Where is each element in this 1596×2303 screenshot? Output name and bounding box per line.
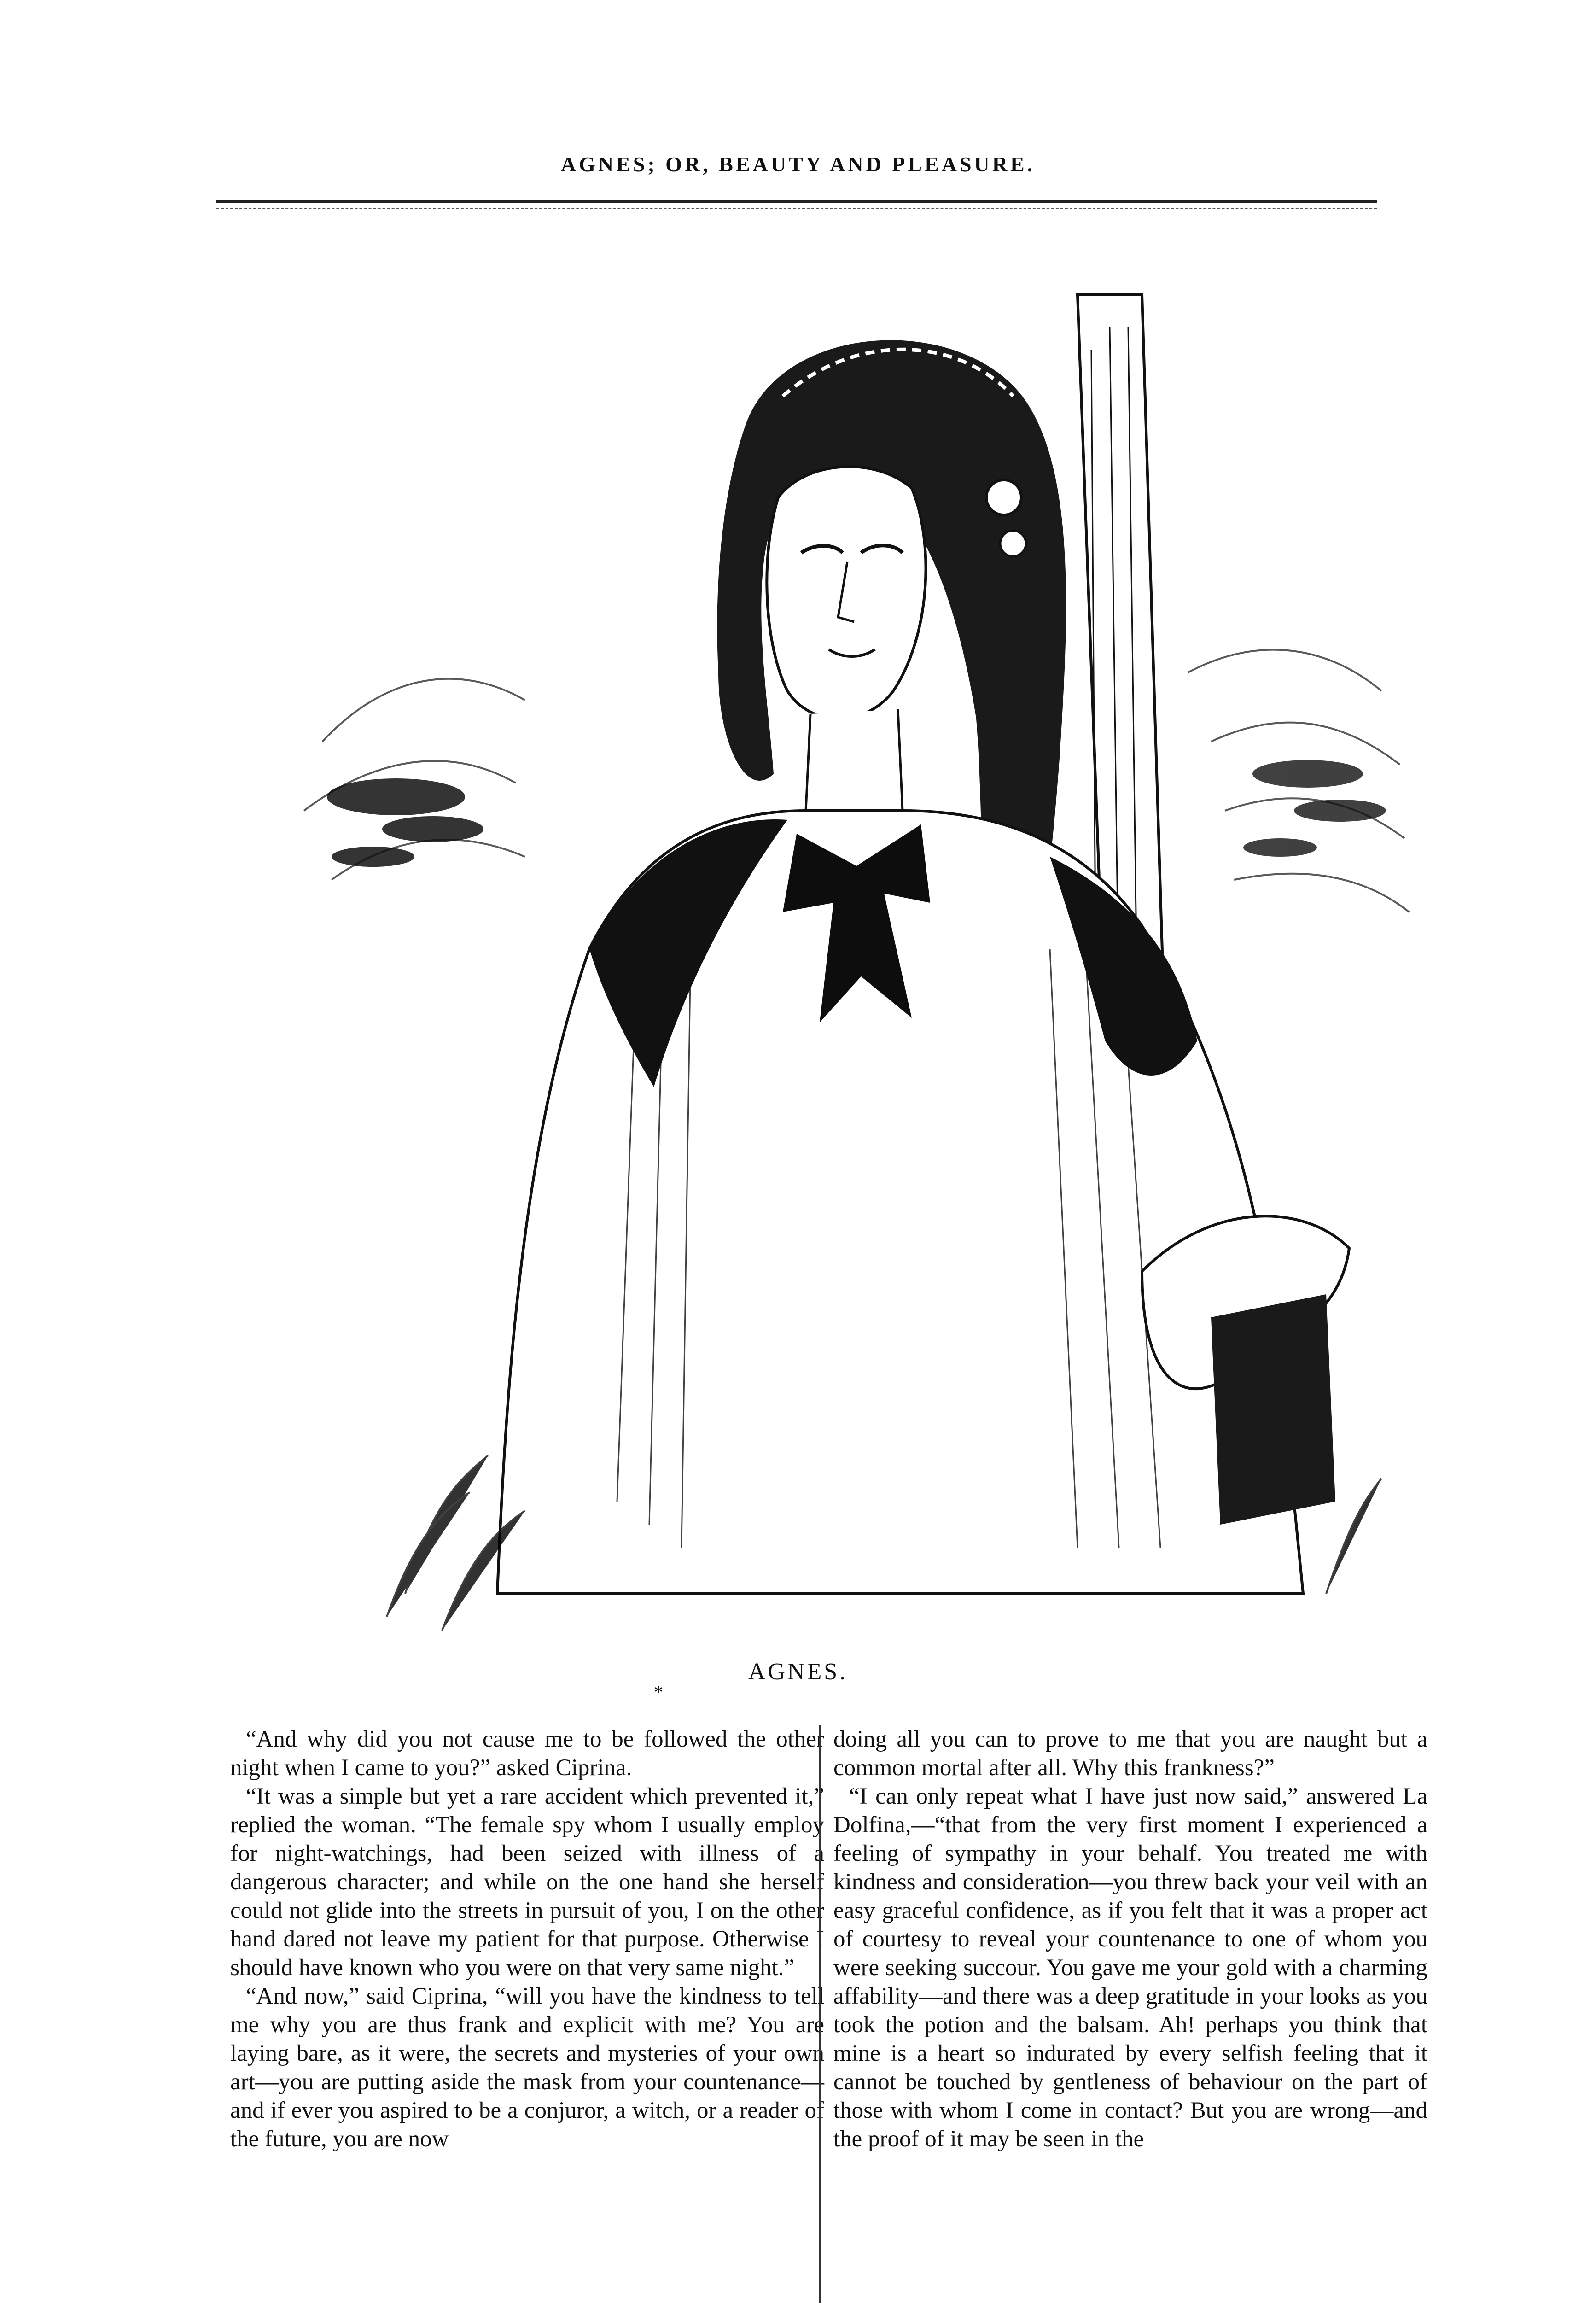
paragraph: “I can only repeat what I have just now said,” answered La Dolfina,—“that from the very first moment I experienced a feeling of sympathy in your behalf. You treated me with kindness and consideration—you threw back your veil with an easy graceful confidence, as if you felt that it was a proper act of courtesy to reveal your countenance to one of whom you were seeking succour. You gave me your gold with a charming affability—and there was a deep gratitude in your looks as you took the potion and the balsam. Ah! perhaps you think that mine is a heart so indurated by every selfish feeling that it cannot be touched by gentleness of behaviour on the part of those with whom I come in contact? But you are wrong—and the proof of it may be seen in the [833,1783,1427,2152]
foliage-left-mass [327,778,483,867]
text-column-left [230,1725,824,2153]
face [767,467,926,719]
illustration-caption: AGNES. [748,1659,848,1685]
text-column-right [833,1725,1427,2153]
column-divider [819,1725,821,2303]
header-rule-secondary [216,208,1377,209]
paragraph: doing all you can to prove to me that you are naught but a common mortal after all. Why this frankness?” [833,1726,1427,1781]
engraved-portrait-of-agnes-icon [267,258,1446,1658]
paragraph: “And now,” said Ciprina, “will you have the kindness to tell me why you are thus frank and explicit with me? You are laying bare, as it were, the secrets and mysteries of your own art—you are putting aside the mask from your countenance—and if ever you aspired to be a conjuror, a witch, or a reader of the future, you are now [230,1983,824,2152]
neck [806,709,903,811]
paragraph: “And why did you not cause me to be followed the other night when I came to you?” asked Ciprina. [230,1726,824,1781]
paragraph: “It was a simple but yet a rare accident which prevented it,” replied the woman. “The female spy whom I usually employ for night-watchings, had been seized with illness of a dangerous character; and while on the one hand she herself could not glide into the streets in pursuit of you, I on the other hand dared not leave my patient for that purpose. Otherwise I should have known who you were on that very same night.” [230,1783,824,1981]
hair-flower [986,480,1021,515]
caption-mark: * [654,1682,663,1702]
foliage-right-mass [1243,760,1386,857]
header-rule [216,200,1377,203]
running-head: AGNES; OR, BEAUTY AND PLEASURE. [560,152,1036,176]
chair-back [1211,1294,1335,1525]
